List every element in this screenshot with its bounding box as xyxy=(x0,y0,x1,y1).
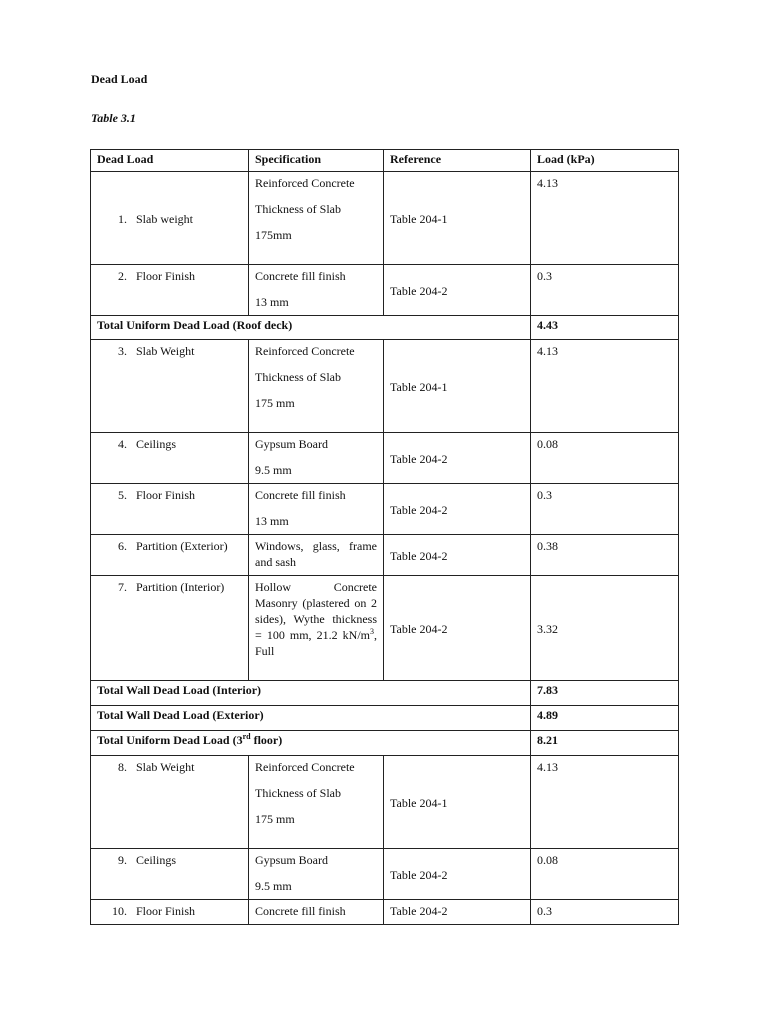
spec-line: Reinforced Concrete xyxy=(255,176,355,190)
spec-line: Concrete fill finish xyxy=(255,269,346,283)
table-row xyxy=(91,433,679,484)
total-label: Total Uniform Dead Load (Roof deck) xyxy=(91,316,531,340)
column-header: Reference xyxy=(384,150,531,172)
column-header: Load (kPa) xyxy=(531,150,679,172)
spec-line: 9.5 mm xyxy=(255,463,292,477)
item-name: Floor Finish xyxy=(136,488,196,502)
item-name: Slab weight xyxy=(136,211,193,226)
table-row xyxy=(91,849,679,900)
load-cell: 0.08 xyxy=(531,433,679,484)
item-name: Partition (Interior) xyxy=(136,580,225,594)
item-name: Floor Finish xyxy=(136,904,196,918)
spec-line: Gypsum Board xyxy=(255,437,328,451)
spec-line: Concrete fill finish xyxy=(255,488,346,502)
column-header: Specification xyxy=(249,150,384,172)
spec-line: 175 mm xyxy=(255,812,295,826)
load-cell: 0.3 xyxy=(531,484,679,535)
item-number: 1. xyxy=(118,211,127,226)
total-label: Total Wall Dead Load (Interior) xyxy=(91,681,531,706)
load-cell: 4.13 xyxy=(531,340,679,433)
reference-cell: Table 204-2 xyxy=(384,849,531,900)
load-cell: 4.13 xyxy=(531,756,679,849)
spec-text: Concrete fill finish xyxy=(249,900,384,925)
item-name: Ceilings xyxy=(136,437,177,451)
reference-cell: Table 204-2 xyxy=(384,900,531,925)
section-heading: Dead Load xyxy=(91,72,148,86)
spec-line: 175mm xyxy=(255,228,292,242)
total-row xyxy=(91,706,679,731)
unit-superscript: 3 xyxy=(370,627,374,636)
total-label-main: Total Uniform Dead Load (3 xyxy=(97,733,243,747)
spec-line: 175 mm xyxy=(255,396,295,410)
reference-cell: Table 204-2 xyxy=(384,535,531,576)
item-name: Floor Finish xyxy=(136,269,196,283)
load-cell: 0.38 xyxy=(531,535,679,576)
spec-line: Thickness of Slab xyxy=(255,786,341,800)
table-row xyxy=(91,172,679,265)
table-header-row xyxy=(91,150,679,172)
table-row xyxy=(91,535,679,576)
load-cell: 0.08 xyxy=(531,849,679,900)
spec-line: 9.5 mm xyxy=(255,879,292,893)
table-caption: Table 3.1 xyxy=(91,111,136,125)
item-name: Slab Weight xyxy=(136,344,195,358)
spec-line: Thickness of Slab xyxy=(255,370,341,384)
item-number: 2. xyxy=(118,269,127,283)
spec-text-end: , Full xyxy=(255,628,377,658)
reference-cell: Table 204-1 xyxy=(384,172,531,265)
item-number: 4. xyxy=(118,437,127,451)
item-name: Partition (Exterior) xyxy=(136,539,228,553)
load-cell: 4.13 xyxy=(531,172,679,265)
total-label-end: floor) xyxy=(250,733,283,747)
spec-line: Gypsum Board xyxy=(255,853,328,867)
column-header: Dead Load xyxy=(91,150,249,172)
spec-line: 13 mm xyxy=(255,295,289,309)
spec-line: Reinforced Concrete xyxy=(255,344,355,358)
item-number: 8. xyxy=(118,760,127,774)
item-number: 9. xyxy=(118,853,127,867)
table-row xyxy=(91,265,679,316)
item-name: Ceilings xyxy=(136,853,177,867)
item-number: 7. xyxy=(118,580,127,594)
load-cell: 0.3 xyxy=(531,900,679,925)
total-label xyxy=(91,731,531,756)
dead-load-table xyxy=(90,149,679,925)
load-cell: 0.3 xyxy=(531,265,679,316)
item-number: 6. xyxy=(118,539,127,553)
item-number: 10. xyxy=(112,904,127,918)
item-name: Slab Weight xyxy=(136,760,195,774)
table-row xyxy=(91,576,679,681)
reference-cell: Table 204-2 xyxy=(384,576,531,681)
spec-line: Thickness of Slab xyxy=(255,202,341,216)
load-cell: 3.32 xyxy=(531,576,679,681)
total-row xyxy=(91,681,679,706)
spec-text: Windows, glass, frame and sash xyxy=(249,535,384,576)
table-row xyxy=(91,484,679,535)
total-value: 8.21 xyxy=(531,731,679,756)
reference-cell: Table 204-2 xyxy=(384,484,531,535)
spec-line: Reinforced Concrete xyxy=(255,760,355,774)
spec-line: 13 mm xyxy=(255,514,289,528)
total-value: 4.43 xyxy=(531,316,679,340)
table-row xyxy=(91,756,679,849)
item-number: 5. xyxy=(118,488,127,502)
total-row xyxy=(91,731,679,756)
total-value: 4.89 xyxy=(531,706,679,731)
spec-text-main: Hollow Concrete Masonry (plastered on 2 sides), Wythe thickness = 100 mm, 21.2 kN/m xyxy=(255,580,377,642)
total-label: Total Wall Dead Load (Exterior) xyxy=(91,706,531,731)
table-row xyxy=(91,900,679,925)
reference-cell: Table 204-2 xyxy=(384,433,531,484)
total-value: 7.83 xyxy=(531,681,679,706)
item-number: 3. xyxy=(118,344,127,358)
reference-cell: Table 204-2 xyxy=(384,265,531,316)
spec-text xyxy=(249,576,384,681)
table-row xyxy=(91,340,679,433)
ordinal-superscript: rd xyxy=(242,732,251,741)
total-row xyxy=(91,316,679,340)
reference-cell: Table 204-1 xyxy=(384,756,531,849)
reference-cell: Table 204-1 xyxy=(384,340,531,433)
